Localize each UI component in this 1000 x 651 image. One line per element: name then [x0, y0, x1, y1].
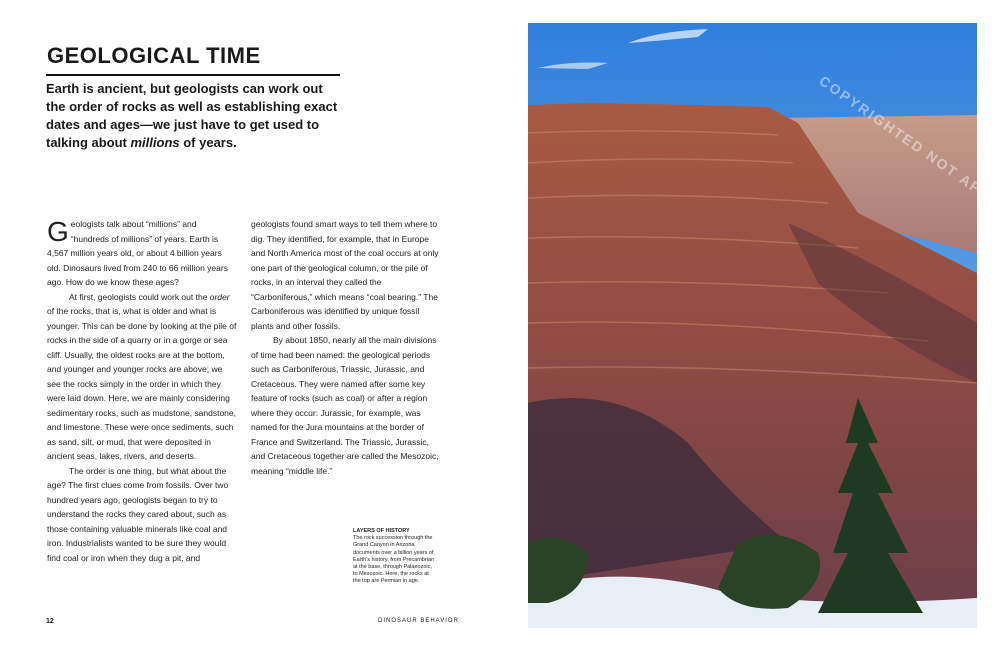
body-column-1: [47, 217, 237, 565]
page-title: GEOLOGICAL TIME: [47, 43, 261, 68]
paragraph-2-text-end: of the rocks, that is, what is older and what is younger. This can be done by looking at the pile of rocks in the side of a quarry or in a gorge or sea cliff. Usually, the oldest rocks are at the bottom, and younger and younger rocks are above; we see the rocks simply in the order in which they were laid down. Here, we are mainly considering sedimentary rocks, such as mudstone, sandstone, and limestone. These were once sediments, such as sand, silt, or mud, that were deposited in ancient seas, lakes, rivers, and deserts.: [47, 306, 237, 461]
deck-text-end: of years.: [179, 135, 237, 150]
page-number: 12: [46, 618, 54, 625]
grand-canyon-illustration: [528, 23, 977, 628]
paragraph-2: [47, 290, 237, 464]
paragraph-2-text-start: At first, geologists could work out the: [69, 291, 210, 302]
caption-title: LAYERS OF HISTORY: [353, 528, 410, 534]
title-rule: [46, 74, 340, 76]
photo-caption: [353, 528, 435, 586]
body-column-2: [251, 217, 441, 478]
paragraph-1: [47, 217, 237, 290]
drop-cap: G: [47, 216, 69, 247]
paragraph-2-emphasis: order: [209, 291, 230, 302]
running-head: DINOSAUR BEHAVIOR: [378, 618, 459, 624]
paragraph-1-text: eologists talk about “millions” and “hundreds of millions” of years. Earth is 4,567 million years old, or about 4 billion years old. Dinosaurs lived from 240 to 66 million years ago. How do we know these ages?: [47, 219, 228, 287]
paragraph-3: The order is one thing, but what about the age? The first clues come from fossils. Over two hundred years ago, geologists began to try to understand the rocks they cared about, such as those containing valuable minerals like coal and iron. Industrialists wanted to be sure they would find coal or iron when they dug a pit, and: [47, 465, 229, 563]
paragraph-4: geologists found smart ways to tell them where to dig. They identified, for example, that in Europe and North America most of the coal occurs at only one part of the geological column, or the pile of rocks, in an interval they called the “Carboniferous,” which means “coal bearing.” The Carboniferous was identified by unique fossil plants and other fossils.: [251, 219, 439, 331]
paragraph-5: By about 1850, nearly all the main divisions of time had been named: the geological periods such as Carboniferous, Triassic, Jurassic, and Cretaceous. They were named after some key feature of rocks (such as coal) or after a region where they occur: Jurassic, for example, was named for the Jura mountains at the border of France and Switzerland. The Triassic, Jurassic, and Cretaceous together are called the Mesozoic, meaning “middle life.”: [251, 335, 439, 476]
grand-canyon-photo: [528, 23, 977, 628]
deck-text: [46, 80, 341, 152]
deck-emphasis: millions: [130, 135, 180, 150]
deck-text-start: Earth is ancient, but geologists can work out the order of rocks as well as establishing exact dates and ages—we just have to get used to talking about: [46, 81, 338, 150]
caption-text: The rock succession through the Grand Canyon in Arizona documents over a billion years of Earth's history, from Precambrian at the base, through Palaeozoic, to Mesozoic. Here, the rocks at the top are Permian in age.: [353, 535, 435, 585]
